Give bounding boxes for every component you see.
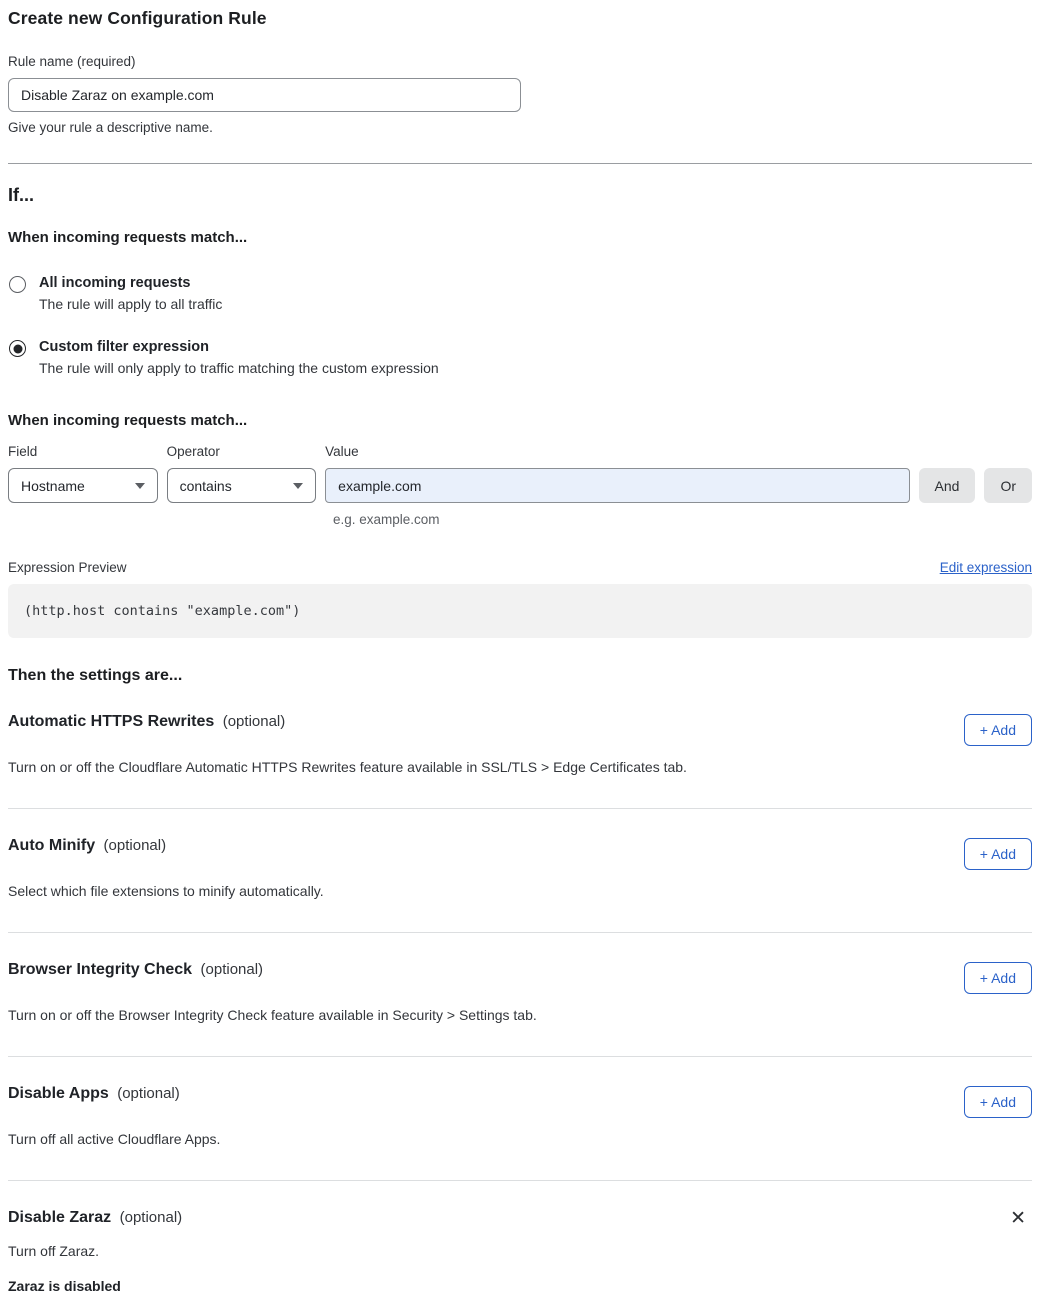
setting-disable-apps [8, 1057, 1032, 1181]
setting-description: Turn on or off the Browser Integrity Check feature available in Security > Settings tab. [8, 1007, 537, 1023]
edit-expression-link[interactable]: Edit expression [939, 560, 1032, 575]
field-select[interactable] [8, 468, 158, 503]
field-label: Field [8, 444, 38, 459]
setting-optional-label: (optional) [103, 837, 167, 854]
radio-button[interactable] [9, 276, 26, 293]
chevron-down-icon [293, 483, 303, 489]
setting-title [8, 1209, 182, 1227]
option-all-incoming-requests[interactable] [8, 275, 1032, 312]
zaraz-status-text: Zaraz is disabled [8, 1278, 121, 1294]
setting-automatic-https-rewrites [8, 685, 1032, 809]
value-hint: e.g. example.com [333, 512, 440, 527]
setting-title-text: Automatic HTTPS Rewrites [8, 713, 215, 730]
rule-name-input[interactable] [8, 78, 521, 112]
setting-auto-minify [8, 809, 1032, 933]
setting-title [8, 713, 285, 731]
add-automatic-https-rewrites-button[interactable]: + Add [964, 714, 1032, 746]
add-auto-minify-button[interactable]: + Add [964, 838, 1032, 870]
expression-preview-label: Expression Preview [8, 560, 127, 575]
setting-title [8, 837, 166, 855]
builder-heading: When incoming requests match... [8, 412, 248, 429]
rule-name-help: Give your rule a descriptive name. [8, 120, 213, 135]
filter-builder-row [8, 444, 1032, 503]
and-button[interactable]: And [919, 468, 976, 503]
setting-title [8, 961, 263, 979]
setting-optional-label: (optional) [222, 713, 286, 730]
setting-disable-zaraz [8, 1181, 1032, 1294]
settings-heading: Then the settings are... [8, 667, 183, 684]
setting-optional-label: (optional) [200, 961, 264, 978]
add-browser-integrity-check-button[interactable]: + Add [964, 962, 1032, 994]
rule-name-label: Rule name (required) [8, 54, 136, 69]
setting-optional-label: (optional) [117, 1085, 180, 1102]
add-disable-apps-button[interactable]: + Add [964, 1086, 1032, 1118]
radio-option-description: The rule will only apply to traffic matching the custom expression [39, 360, 439, 376]
setting-title-text: Disable Apps [8, 1085, 109, 1102]
setting-description: Select which file extensions to minify automatically. [8, 883, 324, 899]
setting-title-text: Disable Zaraz [8, 1209, 112, 1226]
radio-option-description: The rule will apply to all traffic [39, 296, 223, 312]
radio-button-selected[interactable] [9, 340, 26, 357]
or-button[interactable]: Or [984, 468, 1032, 503]
option-custom-filter-expression[interactable] [8, 339, 1032, 376]
radio-option-label: All incoming requests [39, 275, 191, 291]
setting-optional-label: (optional) [119, 1209, 183, 1226]
setting-title [8, 1085, 180, 1103]
operator-label: Operator [166, 444, 220, 459]
if-heading: If... [8, 185, 34, 205]
setting-description: Turn on or off the Cloudflare Automatic HTTPS Rewrites feature available in SSL/TLS > Edge Certificates tab. [8, 759, 687, 775]
section-divider [8, 163, 1032, 164]
expression-preview-box: (http.host contains "example.com") [8, 584, 1032, 638]
value-label: Value [325, 444, 359, 459]
match-heading: When incoming requests match... [8, 229, 248, 246]
value-input[interactable] [325, 468, 909, 503]
close-icon[interactable]: ✕ [1004, 1207, 1032, 1230]
operator-select-value: contains [179, 477, 232, 494]
setting-description: Turn off all active Cloudflare Apps. [8, 1131, 221, 1147]
page-title: Create new Configuration Rule [8, 8, 267, 28]
operator-select[interactable] [167, 468, 317, 503]
radio-option-label: Custom filter expression [39, 339, 210, 355]
setting-title-text: Auto Minify [8, 837, 96, 854]
setting-title-text: Browser Integrity Check [8, 961, 193, 978]
setting-description: Turn off Zaraz. [8, 1243, 100, 1259]
field-select-value: Hostname [21, 477, 85, 494]
setting-browser-integrity-check [8, 933, 1032, 1057]
chevron-down-icon [135, 483, 145, 489]
